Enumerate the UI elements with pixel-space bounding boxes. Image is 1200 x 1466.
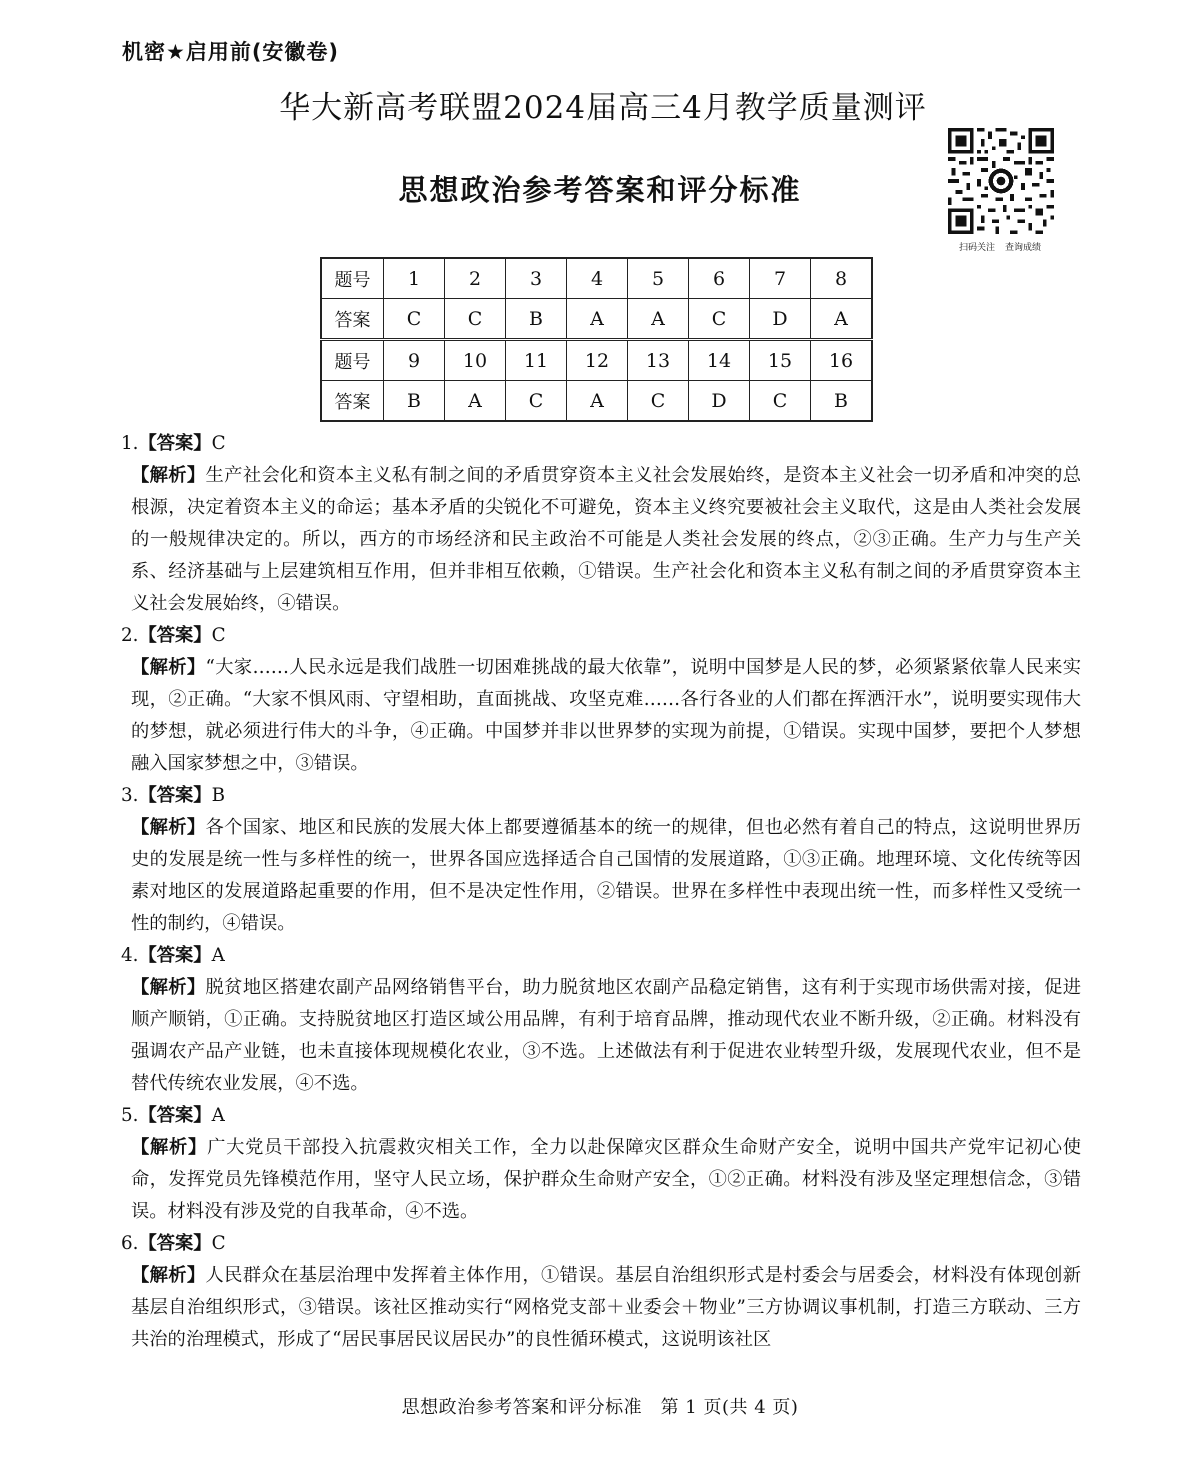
question-number: 3. xyxy=(121,785,139,806)
analysis-text: 广大党员干部投入抗震救灾相关工作，全力以赴保障灾区群众生命财产安全，说明中国共产党牢记初心使命，发挥党员先锋模范作用，坚守人民立场，保护群众生命财产安全，①②正确。材料没有涉及坚定理想信念，③错误。材料没有涉及党的自我革命，④不选。 xyxy=(131,1137,1082,1222)
answer-cell: A xyxy=(811,299,873,340)
analysis-label: 【解析】 xyxy=(131,1137,208,1158)
answer-cell: C xyxy=(384,299,445,340)
number-row xyxy=(321,258,872,299)
document-subtitle: 思想政治参考答案和评分标准 xyxy=(398,173,802,207)
question-number-cell: 14 xyxy=(689,340,750,381)
answer-line xyxy=(121,1228,1081,1260)
qr-code-block xyxy=(944,128,1056,253)
answer-label: 【答案】 xyxy=(138,625,212,646)
answer-cell: D xyxy=(689,381,750,422)
answer-value: C xyxy=(211,1233,226,1254)
question-number-cell: 8 xyxy=(811,258,873,299)
answer-explanations xyxy=(121,428,1081,1356)
question-item xyxy=(121,780,1081,940)
question-number-cell: 10 xyxy=(445,340,506,381)
answer-label: 【答案】 xyxy=(138,1105,212,1126)
question-item xyxy=(121,1100,1081,1228)
answer-row xyxy=(321,299,872,340)
answer-cell: B xyxy=(811,381,873,422)
analysis-text: 生产社会化和资本主义私有制之间的矛盾贯穿资本主义社会发展始终，是资本主义社会一切矛盾和冲突的总根源，决定着资本主义的命运；基本矛盾的尖锐化不可避免，资本主义终究要被社会主义取代，这是由人类社会发展的一般规律决定的。所以，西方的市场经济和民主政治不可能是人类社会发展的终点，②③正确。生产力与生产关系、经济基础与上层建筑相互作用，但并非相互依赖，①错误。生产社会化和资本主义私有制之间的矛盾贯穿资本主义社会发展始终，④错误。 xyxy=(131,465,1082,614)
answer-value: C xyxy=(211,433,226,454)
question-number: 1. xyxy=(121,433,139,454)
answer-line xyxy=(121,620,1081,652)
row-label: 题号 xyxy=(321,340,384,381)
answer-label: 【答案】 xyxy=(138,945,212,966)
question-number-cell: 1 xyxy=(384,258,445,299)
number-row xyxy=(321,340,872,381)
analysis-label: 【解析】 xyxy=(131,977,206,998)
question-number-cell: 9 xyxy=(384,340,445,381)
question-number-cell: 13 xyxy=(628,340,689,381)
question-number-cell: 11 xyxy=(506,340,567,381)
answer-cell: C xyxy=(628,381,689,422)
answer-value: A xyxy=(211,945,225,966)
answer-key-table xyxy=(320,257,873,422)
question-number-cell: 4 xyxy=(567,258,628,299)
question-number-cell: 5 xyxy=(628,258,689,299)
answer-value: C xyxy=(211,625,226,646)
answer-label: 【答案】 xyxy=(138,785,212,806)
analysis-label: 【解析】 xyxy=(131,657,206,678)
qr-caption xyxy=(944,240,1056,253)
question-number-cell: 2 xyxy=(445,258,506,299)
analysis-paragraph xyxy=(121,1132,1081,1228)
answer-value: A xyxy=(211,1105,225,1126)
row-label: 答案 xyxy=(321,381,384,422)
row-label: 题号 xyxy=(321,258,384,299)
qr-caption-follow: 扫码关注 xyxy=(958,243,995,253)
answer-cell: C xyxy=(445,299,506,340)
analysis-label: 【解析】 xyxy=(131,817,206,838)
question-number-cell: 16 xyxy=(811,340,873,381)
page-footer: 思想政治参考答案和评分标准 第 1 页(共 4 页) xyxy=(401,1397,799,1418)
answer-label: 【答案】 xyxy=(138,433,212,454)
question-item xyxy=(121,620,1081,780)
answer-label: 【答案】 xyxy=(138,1233,212,1254)
question-number: 4. xyxy=(121,945,139,966)
analysis-paragraph xyxy=(121,972,1081,1100)
question-number-cell: 7 xyxy=(750,258,811,299)
analysis-paragraph xyxy=(121,812,1081,940)
answer-cell: B xyxy=(384,381,445,422)
question-number-cell: 15 xyxy=(750,340,811,381)
answer-value: B xyxy=(211,785,226,806)
qr-caption-query: 查询成绩 xyxy=(1005,243,1042,253)
question-number: 5. xyxy=(121,1105,139,1126)
answer-line xyxy=(121,1100,1081,1132)
answer-row xyxy=(321,381,872,422)
analysis-text: “大家……人民永远是我们战胜一切困难挑战的最大依靠”，说明中国梦是人民的梦，必须紧紧依靠人民来实现，②正确。“大家不惧风雨、守望相助，直面挑战、攻坚克难……各行各业的人们都在挥洒汗水”，说明要实现伟大的梦想，就必须进行伟大的斗争，④正确。中国梦并非以世界梦的实现为前提，①错误。实现中国梦，要把个人梦想融入国家梦想之中，③错误。 xyxy=(131,657,1081,774)
answer-cell: C xyxy=(506,381,567,422)
answer-cell: B xyxy=(506,299,567,340)
analysis-label: 【解析】 xyxy=(131,465,206,486)
question-number-cell: 12 xyxy=(567,340,628,381)
analysis-text: 人民群众在基层治理中发挥着主体作用，①错误。基层自治组织形式是村委会与居委会，材料没有体现创新基层自治组织形式，③错误。该社区推动实行“网格党支部＋业委会＋物业”三方协调议事机制，打造三方联动、三方共治的治理模式，形成了“居民事居民议居民办”的良性循环模式，这说明该社区 xyxy=(131,1265,1082,1350)
answer-cell: A xyxy=(567,381,628,422)
confidentiality-marker: 机密★启用前(安徽卷) xyxy=(122,40,340,64)
analysis-text: 脱贫地区搭建农副产品网络销售平台，助力脱贫地区农副产品稳定销售，这有利于实现市场供需对接，促进顺产顺销，①正确。支持脱贫地区打造区域公用品牌，有利于培育品牌，推动现代农业不断升级，②正确。材料没有强调农产品产业链，也未直接体现规模化农业，③不选。上述做法有利于促进农业转型升级，发展现代农业，但不是替代传统农业发展，④不选。 xyxy=(131,977,1082,1094)
answer-cell: A xyxy=(567,299,628,340)
question-number-cell: 6 xyxy=(689,258,750,299)
question-item xyxy=(121,428,1081,620)
answer-cell: A xyxy=(445,381,506,422)
analysis-paragraph xyxy=(121,652,1081,780)
question-number: 2. xyxy=(121,625,139,646)
exam-title: 华大新高考联盟2024届高三4月教学质量测评 xyxy=(279,90,927,126)
qr-code-icon xyxy=(948,128,1054,234)
answer-cell: D xyxy=(750,299,811,340)
answer-line xyxy=(121,428,1081,460)
question-item xyxy=(121,1228,1081,1356)
analysis-paragraph xyxy=(121,460,1081,620)
analysis-text: 各个国家、地区和民族的发展大体上都要遵循基本的统一的规律，但也必然有着自己的特点，这说明世界历史的发展是统一性与多样性的统一，世界各国应选择适合自己国情的发展道路，①③正确。地理环境、文化传统等因素对地区的发展道路起重要的作用，但不是决定性作用，②错误。世界在多样性中表现出统一性，而多样性又受统一性的制约，④错误。 xyxy=(131,817,1082,934)
question-item xyxy=(121,940,1081,1100)
answer-line xyxy=(121,780,1081,812)
question-number: 6. xyxy=(121,1233,139,1254)
answer-cell: C xyxy=(750,381,811,422)
answer-cell: A xyxy=(628,299,689,340)
analysis-label: 【解析】 xyxy=(131,1265,206,1286)
answer-cell: C xyxy=(689,299,750,340)
analysis-paragraph xyxy=(121,1260,1081,1356)
question-number-cell: 3 xyxy=(506,258,567,299)
answer-line xyxy=(121,940,1081,972)
row-label: 答案 xyxy=(321,299,384,340)
